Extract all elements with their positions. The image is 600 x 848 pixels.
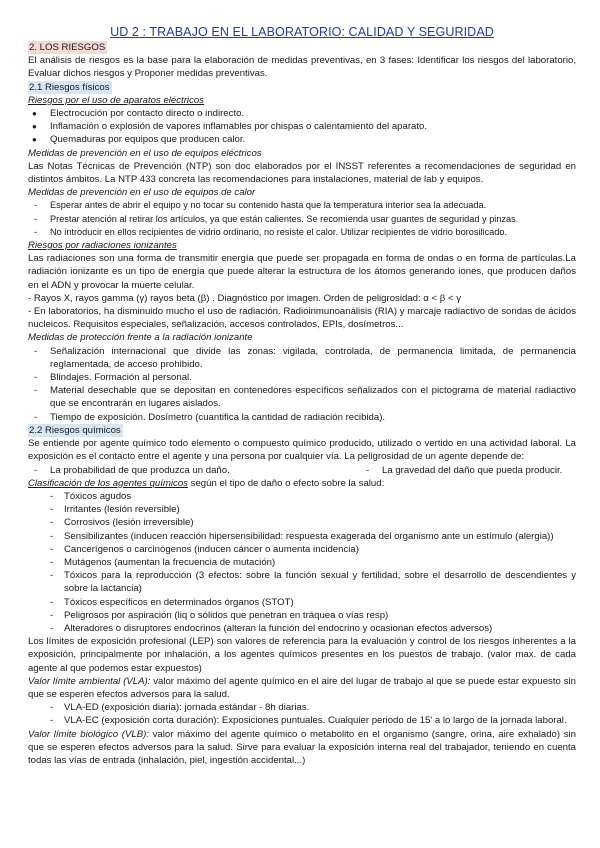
list-item: - Alteradores o disruptores endocrinos (alteran la función del endocrino y ocasionan efectos adversos) [28,622,576,635]
ntp-paragraph: Las Notas Técnicas de Prevención (NTP) son doc elaborados por el INSST referentes a recomendaciones de seguridad en distintos ámbitos. La NTP 433 concreta las recomendaciones para instalaciones, material de lab y equipos. [28,160,576,186]
factor-probabilidad: - La probabilidad de que produzca un daño. [28,464,360,477]
vla-paragraph: Valor límite ambiental (VLA): valor máximo del agente químico en el aire del lugar de trabajo al que se puede estar expuesto sin que se esperen efectos adversos para la salud. [28,675,576,700]
factor-gravedad: - La gravedad del daño que pueda producir. [360,464,562,477]
subsection-heading-fisicos: 2.1 Riesgos físicos [29,81,110,93]
list-item: ● Inflamación o explosión de vapores inflamables por chispas o calentamiento del aparato. [28,120,576,133]
list-item: - Señalización internacional que divide las zonas: vigilada, controlada, de permanencia limitada, de permanencia reglamentada, de acceso prohibido. [28,345,576,371]
heading-radiaciones: Riesgos por radiaciones ionizantes [28,240,177,252]
document-page [28,24,576,767]
list-item: - VLA-EC (exposición corta duración): Exposiciones puntuales. Cualquier periodo de 15' a lo largo de la jornada laboral. [28,714,576,727]
rayos-line: - Rayos X, rayos gamma (γ) rayos beta (β) . Diagnóstico por imagen. Orden de peligrosidad: α < β < γ [28,292,462,304]
list-item: - Tóxicos para la reproducción (3 efectos: sobre la función sexual y fertilidad, sobre el desarrollo de descendientes y sobre la lactancia) [28,569,576,595]
clasificacion-heading: Clasificación de los agentes químicos según el tipo de daño o efecto sobre la salud: [28,477,385,489]
list-item: - Cancerígenos o carcinógenos (inducen cáncer o aumenta incidencia) [28,543,576,556]
list-item: - Tiempo de exposición. Dosímetro (cuantifica la cantidad de radiación recibida). [28,411,576,424]
vla-list [28,701,576,727]
heading-medidas-calor: Medidas de prevención en el uso de equipos de calor [28,187,256,199]
list-item: ● Electrocución por contacto directo o indirecto. [28,107,576,120]
heading-medidas-electricos: Medidas de prevención en el uso de equipos eléctricos [28,147,262,159]
page-title: UD 2 : TRABAJO EN EL LABORATORIO: CALIDAD Y SEGURIDAD [110,25,494,39]
list-item: - Material desechable que se depositan en contenedores específicos señalizados con el pictograma de material radiactivo que se encontrarán en lugares aislados. [28,384,576,410]
lep-paragraph: Los límites de exposición profesional (LEP) son valores de referencia para la evaluación y control de los riesgos inherentes a la exposición, principalmente por inhalación, a los agentes químicos presentes en los puestos de trabajo. (valor max. de cada agente al que podemos estar expuestos) [28,636,576,674]
intro-paragraph: El análisis de riesgos es la base para la elaboración de medidas preventivas, en 3 fases: Identificar los riesgos del laboratorio, Evaluar dichos riesgos y Proponer medidas preventivas. [28,55,576,80]
heading-medidas-radiacion: Medidas de protección frente a la radiación ionizante [28,332,253,344]
list-item: - Corrosivos (lesión irreversible) [28,516,576,529]
list-item: ● Quemaduras por equipos que producen calor. [28,133,576,146]
list-item: - Irritantes (lesión reversible) [28,503,576,516]
clasificacion-list [28,490,576,635]
list-item: - No introducir en ellos recipientes de vidrio ordinario, no resiste el calor. Utilizar recipientes de vidrio borosilicado. [28,226,576,239]
list-item: - Peligrosos por aspiración (liq o sólidos que penetran en tráquea o vías resp) [28,609,576,622]
list-item: - Sensibilizantes (inducen reacción hipersensibilidad: respuesta exagerada del organismo ante un estímulo (alergia)) [28,530,576,543]
vlb-paragraph: Valor límite biológico (VLB): valor máximo del agente químico o metabolito en el organismo (sangre, orina, aire exhalado) sin que se esperen efectos adversos para la salud. Sirve para evaluar la exposición interna real del trabajador, teniendo en cuenta todas las vías de entrada (inhalación, piel, ingestión accidental...) [28,728,577,766]
section-heading-riesgos: 2. LOS RIESGOS [29,42,106,53]
quimicos-paragraph: Se entiende por agente químico todo elemento o compuesto químico producido, utilizado o vertido en una actividad laboral. La exposición es el contacto entre el agente y una persona por cualquier vía. La peligrosidad de un agente depende de: [28,438,576,463]
list-item: - VLA-ED (exposición diaria): jornada estándar - 8h diarias. [28,701,576,714]
laboratorios-line: - En laboratorios, ha disminuido mucho el uso de radiación. Radioinmunoanálisis (RIA) y marcaje radiactivo de sondas de ácidos nucleicos. Requisitos especiales, señalización, accesos controlados, EPIs, dosímetros... [28,306,576,331]
radiacion-list [28,345,576,424]
subsection-heading-quimicos: 2.2 Riesgos químicos [29,424,121,436]
list-item: - Prestar atención al retirar los artículos, ya que están calientes. Se recomienda usar guantes de seguridad y pinzas. [28,213,576,226]
list-item: - Tóxicos agudos [28,490,576,503]
radiaciones-paragraph: Las radiaciones son una forma de transmitir energía que puede ser propagada en forma de ondas o en forma de partículas.La radiación ionizante es un tipo de energía que puede alterar la estructura de los átomos generando iones, que producen daños en el ADN y provocar la muerte celular. [28,253,576,291]
heading-aparatos-electricos: Riesgos por el uso de aparatos eléctricos [28,94,204,106]
list-item: - Tóxicos específicos en determinados órganos (STOT) [28,596,576,609]
list-item: - Mutágenos (aumentan la frecuencia de mutación) [28,556,576,569]
calor-list [28,199,576,239]
aparatos-list [28,107,576,147]
peligrosidad-factors [28,464,576,477]
list-item: - Esperar antes de abrir el equipo y no tocar su contenido hasta que la temperatura interior sea la adecuada. [28,199,576,212]
list-item: - Blindajes. Formación al personal. [28,371,576,384]
